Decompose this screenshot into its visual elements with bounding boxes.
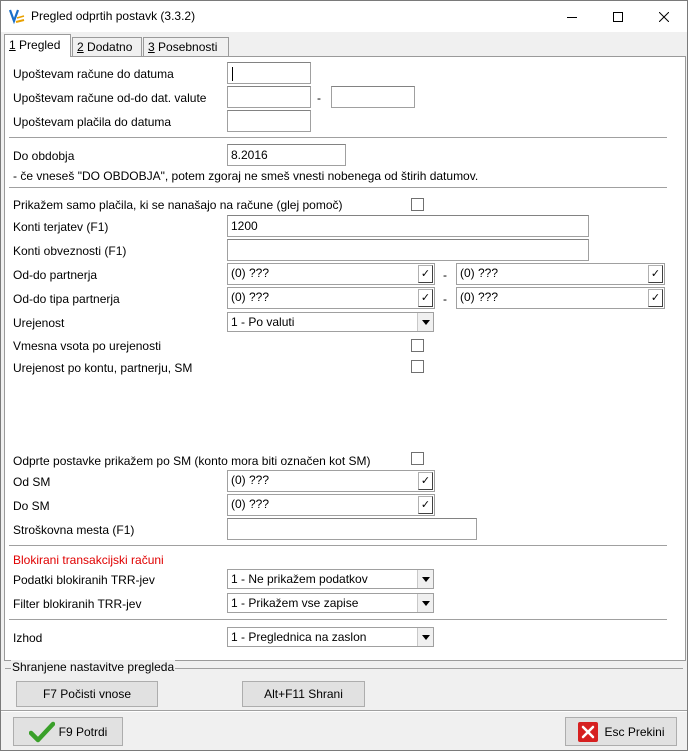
konti-terjatev-value: 1200 (231, 219, 258, 233)
tab-posebnosti-label: Posebnosti (154, 40, 218, 54)
tip-do-value: (0) ??? (460, 290, 499, 304)
close-button[interactable] (641, 1, 687, 32)
cancel-label: Esc Prekini (604, 724, 665, 739)
od-sm-value: (0) ??? (231, 473, 270, 487)
blokirani-heading: Blokirani transakcijski računi (13, 553, 164, 567)
separator (9, 137, 667, 139)
do-obdobja-value: 8.2016 (231, 148, 268, 162)
checkmark-icon[interactable]: ✓ (648, 289, 663, 307)
od-sm-label: Od SM (13, 475, 51, 489)
racuni-od-do-valute-label: Upoštevam račune od-do dat. valute (13, 91, 207, 105)
tab-dodatno[interactable] (72, 37, 142, 57)
stroskovna-mesta-label: Stroškovna mesta (F1) (13, 523, 135, 537)
konti-terjatev-label: Konti terjatev (F1) (13, 220, 109, 234)
urejenost-kontu-checkbox[interactable] (411, 360, 424, 373)
partner-do-picker[interactable] (456, 263, 665, 285)
podatki-blokiranih-select[interactable] (227, 569, 434, 589)
partner-od-value: (0) ??? (231, 266, 270, 280)
do-obdobja-label: Do obdobja (13, 149, 75, 163)
chevron-down-icon[interactable] (417, 594, 433, 612)
save-settings-button[interactable]: Alt+F11 Shrani (242, 681, 365, 707)
tip-do-picker[interactable] (456, 287, 665, 309)
do-sm-picker[interactable] (227, 494, 435, 516)
app-logo-icon (9, 8, 25, 24)
checkmark-icon (29, 721, 55, 743)
minimize-icon (567, 12, 577, 22)
odprte-po-sm-label: Odprte postavke prikažem po SM (konto mora biti označen kot SM) (13, 454, 371, 468)
od-do-tipa-label: Od-do tipa partnerja (13, 292, 120, 306)
do-sm-value: (0) ??? (231, 497, 270, 511)
filter-blokiranih-label: Filter blokiranih TRR-jev (13, 597, 142, 611)
maximize-button[interactable] (595, 1, 641, 32)
placila-do-datuma-input[interactable] (227, 110, 311, 132)
separator (1, 710, 687, 712)
clear-inputs-button[interactable]: F7 Počisti vnose (16, 681, 158, 707)
konti-obveznosti-input[interactable] (227, 239, 589, 261)
tab-pregled[interactable] (4, 34, 71, 57)
tip-range-separator: - (443, 292, 447, 306)
chevron-down-icon[interactable] (417, 313, 433, 331)
partner-od-picker[interactable] (227, 263, 435, 285)
checkmark-icon[interactable]: ✓ (418, 265, 433, 283)
tab-pregled-label: Pregled (15, 38, 61, 52)
valuta-range-separator: - (317, 91, 321, 105)
chevron-down-icon[interactable] (417, 570, 433, 588)
izhod-select[interactable] (227, 627, 434, 647)
cancel-button[interactable] (565, 717, 677, 746)
konti-terjatev-input[interactable] (227, 215, 589, 237)
filter-blokiranih-select[interactable] (227, 593, 434, 613)
samo-placila-checkbox[interactable] (411, 198, 424, 211)
tab-dodatno-label: Dodatno (83, 40, 133, 54)
urejenost-value: 1 - Po valuti (231, 315, 295, 329)
tab-dodatno-key: 2 (77, 40, 84, 54)
urejenost-label: Urejenost (13, 316, 65, 330)
odprte-po-sm-checkbox[interactable] (411, 452, 424, 465)
urejenost-select[interactable] (227, 312, 434, 332)
do-obdobja-input[interactable] (227, 144, 346, 166)
partner-do-value: (0) ??? (460, 266, 499, 280)
samo-placila-label: Prikažem samo plačila, ki se nanašajo na račune (glej pomoč) (13, 198, 343, 212)
tip-od-picker[interactable] (227, 287, 435, 309)
racuni-do-datuma-input[interactable] (227, 62, 311, 84)
od-sm-picker[interactable] (227, 470, 435, 492)
podatki-blokiranih-label: Podatki blokiranih TRR-jev (13, 573, 155, 587)
separator (9, 619, 667, 621)
confirm-label: F9 Potrdi (58, 724, 108, 739)
od-do-partnerja-label: Od-do partnerja (13, 268, 98, 282)
saved-settings-title: Shranjene nastavitve pregleda (12, 660, 175, 674)
window-title: Pregled odprtih postavk (3.3.2) (31, 9, 196, 23)
tip-od-value: (0) ??? (231, 290, 270, 304)
close-icon (659, 12, 669, 22)
maximize-icon (613, 12, 623, 22)
do-sm-label: Do SM (13, 499, 50, 513)
konti-obveznosti-label: Konti obveznosti (F1) (13, 244, 127, 258)
stroskovna-mesta-input[interactable] (227, 518, 477, 540)
do-obdobja-hint: - če vneseš "DO OBDOBJA", potem zgoraj ne smeš vnesti nobenega od štirih datumov. (13, 169, 479, 183)
tab-pregled-key: 1 (9, 38, 16, 52)
tab-panel-pregled (4, 56, 686, 661)
izhod-label: Izhod (13, 631, 43, 645)
title-bar[interactable] (1, 1, 687, 32)
izhod-value: 1 - Preglednica na zaslon (231, 630, 367, 644)
checkmark-icon[interactable]: ✓ (418, 289, 433, 307)
tab-posebnosti[interactable] (143, 37, 229, 57)
minimize-button[interactable] (549, 1, 595, 32)
text-caret (232, 67, 233, 81)
urejenost-kontu-label: Urejenost po kontu, partnerju, SM (13, 361, 193, 375)
partner-range-separator: - (443, 268, 447, 282)
filter-blokiranih-value: 1 - Prikažem vse zapise (231, 596, 359, 610)
confirm-button[interactable] (13, 717, 123, 746)
placila-do-datuma-label: Upoštevam plačila do datuma (13, 115, 172, 129)
checkmark-icon[interactable]: ✓ (648, 265, 663, 283)
podatki-blokiranih-value: 1 - Ne prikažem podatkov (231, 572, 368, 586)
separator (9, 545, 667, 547)
valuta-od-input[interactable] (227, 86, 311, 108)
close-icon (577, 721, 599, 743)
racuni-do-datuma-label: Upoštevam račune do datuma (13, 67, 174, 81)
vmesna-vsota-checkbox[interactable] (411, 339, 424, 352)
separator (9, 187, 667, 189)
vmesna-vsota-label: Vmesna vsota po urejenosti (13, 339, 162, 353)
chevron-down-icon[interactable] (417, 628, 433, 646)
checkmark-icon[interactable]: ✓ (418, 472, 433, 490)
checkmark-icon[interactable]: ✓ (418, 496, 433, 514)
valuta-do-input[interactable] (331, 86, 415, 108)
tab-posebnosti-key: 3 (148, 40, 155, 54)
